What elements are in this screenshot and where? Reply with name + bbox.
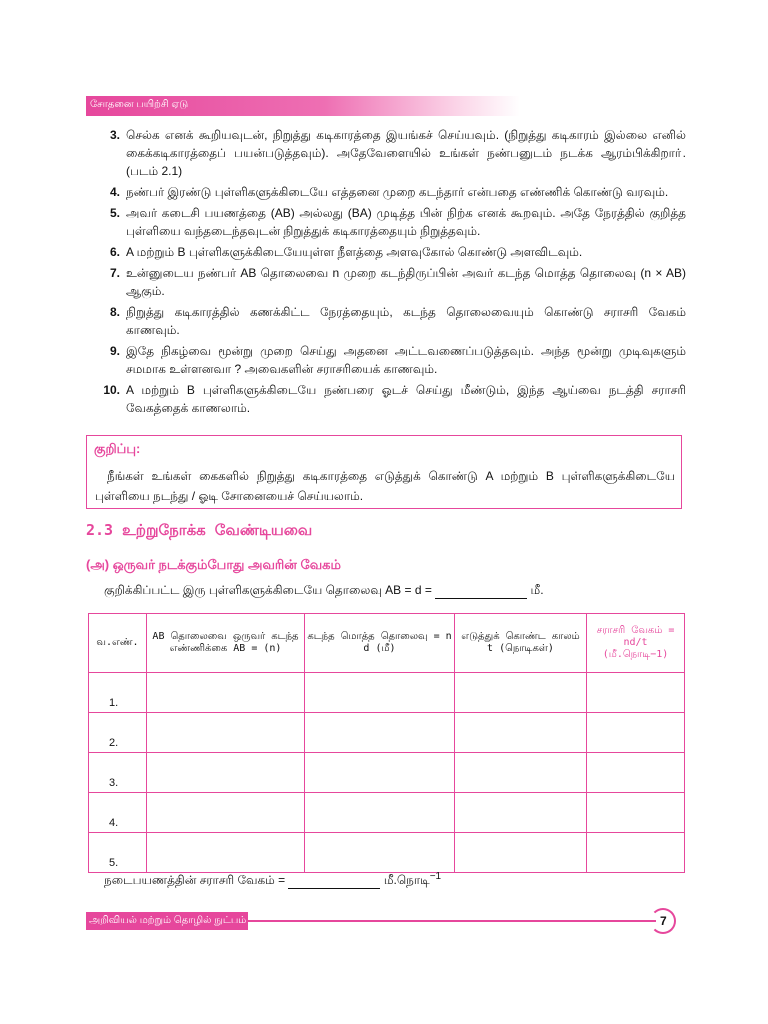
step-text: நண்பர் இரண்டு புள்ளிகளுக்கிடையே எத்தனை முறை கடந்தார் என்பதை எண்ணிக் கொண்டு வரவும். [126,185,669,199]
step-number: 9. [109,344,120,358]
results-table [88,613,685,873]
table-row [89,793,685,833]
table-cell[interactable] [455,713,587,753]
table-header-cell: AB தொலைவை ஒருவர் கடந்த எண்ணிக்கை AB = (n) [147,614,305,673]
average-speed-label: நடைபயணத்தின் சராசரி வேகம் = [104,873,286,887]
row-number: 3. [89,753,147,793]
step-text: அவர் கடைசி பயணத்தை (AB) அல்லது (BA) முடித்த பின் நிற்க எனக் கூறவும். அதே நேரத்தில் குறித்த புள்ளியை வந்தடைந்தவுடன் நிறுத்துக் கடிகாரத்தையும் நிறுத்தவும். [126,206,686,238]
step-text: A மற்றும் B புள்ளிகளுக்கிடையே நண்பரை ஓடச் செய்து மீண்டும், இந்த ஆய்வை நடத்தி சராசரி வேகத்தைக் காணலாம். [126,383,686,415]
distance-unit: மீ. [530,583,544,597]
procedure-steps [86,126,686,420]
table-cell[interactable] [305,833,455,873]
average-speed-unit: மீ.நொடி [383,873,430,887]
header-bar [86,96,520,116]
step-item [86,126,686,180]
table-cell[interactable] [305,793,455,833]
note-title: குறிப்பு: [94,441,141,456]
table-cell[interactable] [587,673,685,713]
average-speed-line [104,871,441,889]
row-number: 2. [89,713,147,753]
table-header-cell: சராசரி வேகம் = nd/t (மீ.நொடி−1) [587,614,685,673]
footer-tab [86,912,248,930]
step-item [86,381,686,417]
table-cell[interactable] [587,833,685,873]
page-number: 7 [660,914,667,928]
distance-line [104,583,544,599]
note-box [86,435,682,509]
table-header-cell: வ.எண். [89,614,147,673]
table-cell[interactable] [305,713,455,753]
table-cell[interactable] [147,833,305,873]
step-item [86,342,686,378]
section-title: 2.3 உற்றுநோக்க வேண்டியவை [86,521,313,539]
table-header-cell: எடுத்துக் கொண்ட காலம் t (நொடிகள்) [455,614,587,673]
step-number: 3. [109,128,120,142]
table-cell[interactable] [147,793,305,833]
table-cell[interactable] [455,753,587,793]
table-cell[interactable] [455,793,587,833]
step-number: 8. [109,305,120,319]
table-cell[interactable] [147,753,305,793]
step-item [86,204,686,240]
row-number: 4. [89,793,147,833]
step-number: 6. [109,245,120,259]
row-number: 5. [89,833,147,873]
table-row [89,713,685,753]
table-row [89,833,685,873]
step-item [86,264,686,300]
table-cell[interactable] [455,833,587,873]
distance-blank [435,584,527,599]
step-text: A மற்றும் B புள்ளிகளுக்கிடையேயுள்ள நீளத்தை அளவுகோல் கொண்டு அளவிடவும். [126,245,583,259]
header-title: சோதனை பயிற்சி ஏடு [90,99,189,110]
step-item [86,243,686,261]
step-number: 5. [109,206,120,220]
table-header-row [89,614,685,673]
unit-exponent: −1 [429,871,442,882]
table-row [89,753,685,793]
footer-title: அறிவியல் மற்றும் தொழில் நுட்பம் [89,915,247,926]
table-cell[interactable] [587,793,685,833]
subsection-title: (அ) ஒருவர் நடக்கும்போது அவரின் வேகம் [86,557,341,572]
table-cell[interactable] [305,673,455,713]
step-number: 7. [109,266,120,280]
table-cell[interactable] [147,673,305,713]
step-text: உன்னுடைய நண்பர் AB தொலைவை n முறை கடந்திருப்பின் அவர் கடந்த மொத்த தொலைவு (n × AB) ஆகும். [126,266,686,298]
average-speed-blank [288,874,380,889]
table-cell[interactable] [147,713,305,753]
step-text: நிறுத்து கடிகாரத்தில் கணக்கிட்ட நேரத்தையும், கடந்த தொலைவையும் கொண்டு சராசரி வேகம் காணவும். [126,305,686,337]
note-text: நீங்கள் உங்கள் கைகளில் நிறுத்து கடிகாரத்தை எடுத்துக் கொண்டு A மற்றும் B புள்ளிகளுக்கிடையே புள்ளியை நடந்து / ஓடி சோனையைச் செய்யலாம். [95,469,675,503]
step-item [86,303,686,339]
table-cell[interactable] [587,753,685,793]
table-cell[interactable] [305,753,455,793]
table-header-cell: கடந்த மொத்த தொலைவு = n d (மீ) [305,614,455,673]
table-cell[interactable] [455,673,587,713]
step-number: 10. [103,383,120,397]
step-item [86,183,686,201]
step-text: செல்க எனக் கூறியவுடன், நிறுத்து கடிகாரத்தை இயங்கச் செய்யவும். (நிறுத்து கடிகாரம் இல்லை எனில் கைக்கடிகாரத்தைப் பயன்படுத்தவும்). அதேவேளையில் உங்கள் நண்பனுடம் நடக்க ஆரம்பிக்கிறாா். (படம் 2.1) [126,128,686,178]
row-number: 1. [89,673,147,713]
table-cell[interactable] [587,713,685,753]
step-text: இதே நிகழ்வை மூன்று முறை செய்து அதனை அட்டவணைப்படுத்தவும். அந்த மூன்று முடிவுகளும் சமமாக உள்ளனவா ? அவைகளின் சராசரியைக் காணவும். [126,344,686,376]
step-number: 4. [109,185,120,199]
distance-label: குறிக்கிப்பட்ட இரு புள்ளிகளுக்கிடையே தொலைவு AB = d = [104,583,432,597]
table-row [89,673,685,713]
